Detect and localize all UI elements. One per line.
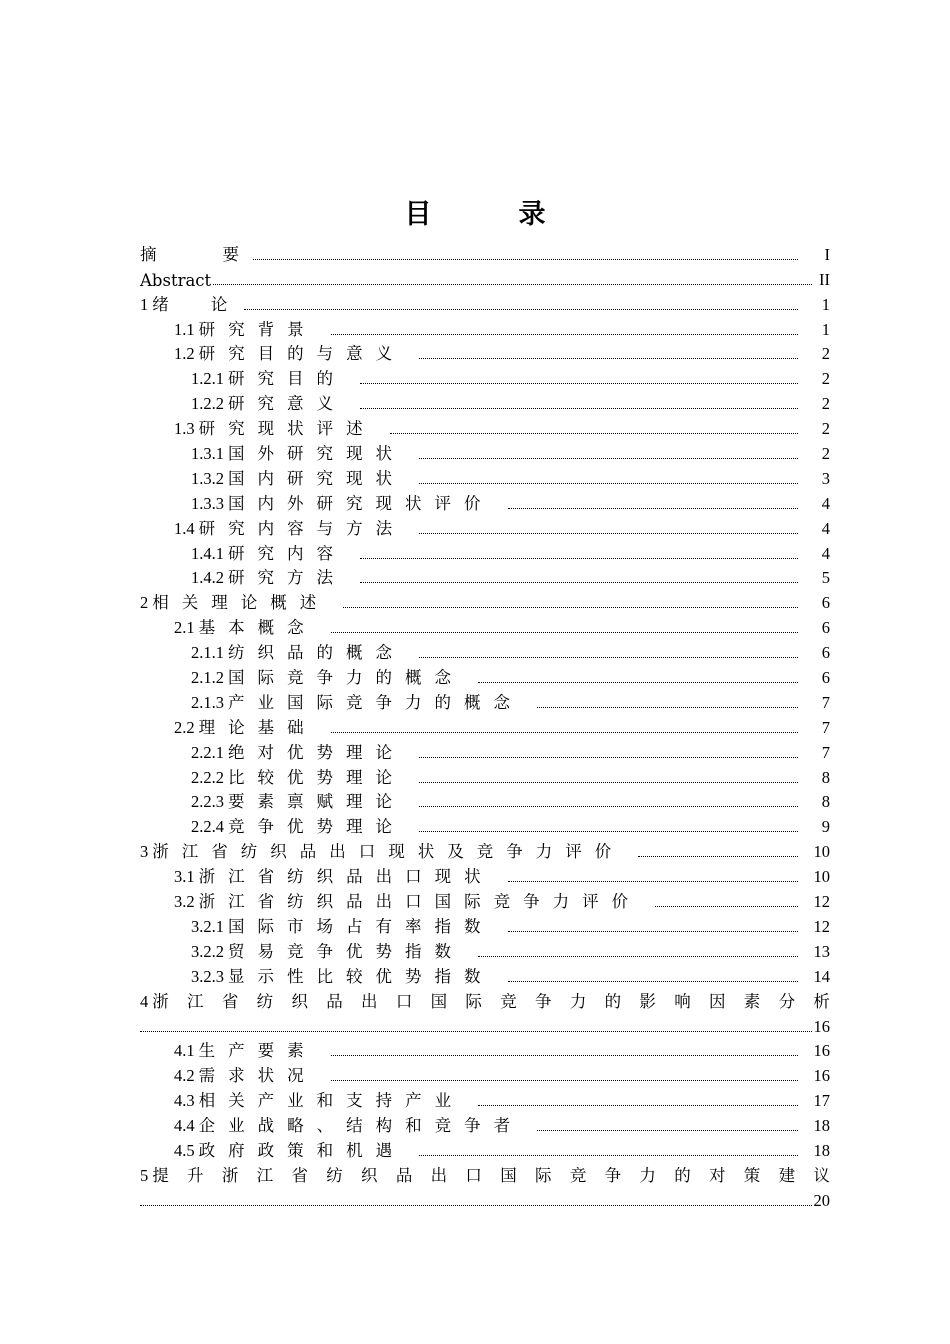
toc-entry-title: 纺织品的概念 xyxy=(228,643,405,663)
toc-entry-page: 4 xyxy=(821,493,830,513)
toc-entry-title: 需求状况 xyxy=(198,1066,317,1086)
toc-entry-page: 7 xyxy=(821,717,830,737)
toc-entry-number: 2.1.3 xyxy=(191,692,224,712)
toc-entry-number: 2.2 xyxy=(174,717,195,737)
toc-entry[interactable] xyxy=(140,315,830,340)
toc-entry-title: 基本概念 xyxy=(198,618,317,638)
toc-entry[interactable] xyxy=(140,663,830,688)
toc-entry-page: 2 xyxy=(821,344,830,364)
toc-entry-number: 1.3 xyxy=(174,419,195,439)
toc-entry-number: 4.5 xyxy=(174,1140,195,1160)
toc-title: 目 录 xyxy=(404,199,576,230)
toc-entry-title: 研究目的 xyxy=(228,369,346,389)
toc-entry-number: 1.4 xyxy=(174,518,195,538)
toc-entry[interactable] xyxy=(140,588,830,613)
toc-dot-leader xyxy=(478,1105,798,1106)
toc-entry[interactable] xyxy=(140,763,830,788)
toc-dot-leader xyxy=(140,1205,812,1206)
toc-entry-number: 2.2.1 xyxy=(191,742,224,762)
toc-entry[interactable] xyxy=(140,539,830,564)
toc-entry-number: 2.1 xyxy=(174,618,195,638)
toc-entry[interactable] xyxy=(140,788,830,813)
toc-entry-page: 6 xyxy=(821,618,830,638)
toc-dot-leader xyxy=(537,1130,798,1131)
toc-entry[interactable] xyxy=(140,812,830,837)
toc-entry-number: 5 xyxy=(140,1165,149,1185)
toc-dot-leader xyxy=(331,334,798,335)
toc-entry[interactable] xyxy=(140,1136,830,1161)
toc-entry[interactable] xyxy=(140,290,830,315)
toc-entry-title: 政府政策和机遇 xyxy=(198,1140,406,1160)
toc-entry-title: 产业国际竞争力的概念 xyxy=(228,692,523,712)
toc-entry[interactable] xyxy=(140,439,830,464)
toc-dot-leader xyxy=(360,558,798,559)
toc-entry[interactable] xyxy=(140,987,830,1012)
toc-entry[interactable] xyxy=(140,240,830,265)
toc-dot-leader xyxy=(508,508,799,509)
toc-entry-title: 研究内容 xyxy=(228,543,346,563)
toc-entry-number: 1 xyxy=(140,294,149,314)
toc-entry-number: 3.2 xyxy=(174,892,195,912)
toc-entry-number: 1.4.2 xyxy=(191,568,224,588)
toc-entry[interactable] xyxy=(140,738,830,763)
toc-entry-title: 生产要素 xyxy=(198,1041,317,1061)
toc-entry-number: 3 xyxy=(140,842,149,862)
toc-entry[interactable] xyxy=(140,713,830,738)
toc-entry-title: 研究背景 xyxy=(198,319,317,339)
toc-entry-number: 2.2.2 xyxy=(191,767,224,787)
toc-entry-page: 6 xyxy=(821,593,830,613)
toc-entry-page: 5 xyxy=(821,568,830,588)
toc-entry-title: 国际竞争力的概念 xyxy=(228,668,464,688)
toc-dot-leader xyxy=(419,782,798,783)
toc-entry-title: 绪 论 xyxy=(152,294,231,314)
toc-entry-page: 18 xyxy=(813,1140,830,1160)
toc-dot-leader xyxy=(343,607,798,608)
toc-entry-title: 企业战略、结构和竞争者 xyxy=(198,1116,524,1136)
toc-dot-leader xyxy=(655,906,798,907)
toc-entry-page: 12 xyxy=(813,892,830,912)
toc-entry-number: 3.2.2 xyxy=(191,941,224,961)
toc-entry-title: 国内研究现状 xyxy=(228,468,405,488)
toc-entry-title: 要素禀赋理论 xyxy=(228,792,405,812)
toc-entry[interactable] xyxy=(140,265,830,290)
toc-entry-page: 10 xyxy=(813,867,830,887)
toc-entry[interactable] xyxy=(140,1186,830,1211)
toc-entry-page: 2 xyxy=(821,369,830,389)
toc-dot-leader xyxy=(419,483,798,484)
toc-entry-title: 理论基础 xyxy=(198,717,317,737)
toc-entry[interactable] xyxy=(140,489,830,514)
toc-entry-title: 研究目的与意义 xyxy=(198,344,406,364)
toc-entry-page: I xyxy=(824,244,830,264)
toc-entry-page: 8 xyxy=(821,767,830,787)
toc-dot-leader xyxy=(419,1155,798,1156)
toc-dot-leader xyxy=(419,458,798,459)
toc-entry-number: 1.2 xyxy=(174,344,195,364)
toc-dot-leader xyxy=(638,856,798,857)
toc-entry[interactable] xyxy=(140,962,830,987)
toc-dot-leader xyxy=(140,1031,812,1032)
toc-entry[interactable] xyxy=(140,613,830,638)
toc-dot-leader xyxy=(213,284,812,285)
toc-entry-number: 2.2.4 xyxy=(191,817,224,837)
toc-entry-page: 3 xyxy=(821,468,830,488)
toc-entry-page: 1 xyxy=(821,294,830,314)
toc-entry-title: 浙 江 省 纺 织 品 出 口 国 际 竞 争 力 的 影 响 因 素 分 析 xyxy=(152,991,830,1011)
toc-entry-title: 比较优势理论 xyxy=(228,767,405,787)
toc-entry-page: 17 xyxy=(813,1091,830,1111)
toc-entry-page: 16 xyxy=(813,1016,830,1036)
toc-entry-number: 1.3.2 xyxy=(191,468,224,488)
toc-entry-number: 1.3.1 xyxy=(191,444,224,464)
toc-dot-leader xyxy=(419,657,798,658)
toc-entry[interactable] xyxy=(140,688,830,713)
toc-entry[interactable] xyxy=(140,912,830,937)
toc-entry-number: 3.2.3 xyxy=(191,966,224,986)
toc-entry[interactable] xyxy=(140,1037,830,1062)
toc-dot-leader xyxy=(537,707,798,708)
toc-dot-leader xyxy=(419,757,798,758)
toc-entry-title: 贸易竞争优势指数 xyxy=(228,941,464,961)
toc-entry-page: 8 xyxy=(821,792,830,812)
toc-entry-page: 14 xyxy=(813,966,830,986)
toc-entry-title: 相关产业和支持产业 xyxy=(198,1091,465,1111)
toc-entry[interactable] xyxy=(140,1012,830,1037)
toc-entry-title: 绝对优势理论 xyxy=(228,742,405,762)
toc-entry-number: 2 xyxy=(140,593,149,613)
toc-entry[interactable] xyxy=(140,638,830,663)
toc-entry[interactable] xyxy=(140,837,830,862)
toc-entry[interactable] xyxy=(140,1111,830,1136)
toc-dot-leader xyxy=(244,309,798,310)
toc-entry-page: 2 xyxy=(821,394,830,414)
toc-dot-leader xyxy=(331,632,798,633)
toc-entry-number: 1.2.2 xyxy=(191,394,224,414)
toc-dot-leader xyxy=(508,931,799,932)
toc-entry-number: 2.2.3 xyxy=(191,792,224,812)
toc-entry-page: II xyxy=(819,269,830,289)
toc-entry[interactable] xyxy=(140,414,830,439)
toc-entry-title: 提 升 浙 江 省 纺 织 品 出 口 国 际 竞 争 力 的 对 策 建 议 xyxy=(152,1165,830,1185)
toc-entry-title: 竞争优势理论 xyxy=(228,817,405,837)
toc-entry-number: 1.2.1 xyxy=(191,369,224,389)
toc-entry[interactable] xyxy=(140,340,830,365)
toc-entry-title: 国外研究现状 xyxy=(228,444,405,464)
toc-entry-page: 6 xyxy=(821,668,830,688)
toc-entry-page: 9 xyxy=(821,817,830,837)
toc-entry-number: 4.1 xyxy=(174,1041,195,1061)
toc-dot-leader xyxy=(419,533,798,534)
toc-entry[interactable] xyxy=(140,564,830,589)
toc-entry-number: 1.1 xyxy=(174,319,195,339)
toc-entry-number: 2.1.1 xyxy=(191,643,224,663)
toc-dot-leader xyxy=(331,732,798,733)
toc-dot-leader xyxy=(508,881,798,882)
toc-entry[interactable] xyxy=(140,1161,830,1186)
toc-entry-title: 浙江省纺织品出口国际竞争力评价 xyxy=(198,892,642,912)
toc-entry[interactable] xyxy=(140,937,830,962)
toc-entry-number: 3.1 xyxy=(174,867,195,887)
toc-entry-number: 1.3.3 xyxy=(191,493,224,513)
toc-entry[interactable] xyxy=(140,1086,830,1111)
toc-entry-page: 16 xyxy=(813,1066,830,1086)
toc-entry-page: 2 xyxy=(821,444,830,464)
toc-dot-leader xyxy=(478,682,798,683)
toc-entry-title: 摘 要 xyxy=(140,244,239,264)
toc-entry-page: 16 xyxy=(813,1041,830,1061)
toc-entry[interactable] xyxy=(140,887,830,912)
toc-entry-number: 4.4 xyxy=(174,1116,195,1136)
toc-entry-title: 显示性比较优势指数 xyxy=(228,966,494,986)
toc-entry-page: 7 xyxy=(821,692,830,712)
toc-entry-page: 18 xyxy=(813,1116,830,1136)
toc-entry-number: 1.4.1 xyxy=(191,543,224,563)
toc-dot-leader xyxy=(419,358,798,359)
toc-entry[interactable] xyxy=(140,1061,830,1086)
toc-entry-title: 研究现状评述 xyxy=(198,419,376,439)
toc-dot-leader xyxy=(331,1055,798,1056)
toc-entry-number: 4.2 xyxy=(174,1066,195,1086)
toc-dot-leader xyxy=(478,956,798,957)
toc-entry[interactable] xyxy=(140,514,830,539)
toc-dot-leader xyxy=(253,259,798,260)
toc-entry-page: 1 xyxy=(821,319,830,339)
toc-entry-page: 10 xyxy=(813,842,830,862)
table-of-contents xyxy=(140,240,830,1211)
toc-dot-leader xyxy=(331,1080,798,1081)
toc-entry-title: 研究内容与方法 xyxy=(198,518,406,538)
toc-entry-number: 4 xyxy=(140,991,149,1011)
toc-entry-title: 国际市场占有率指数 xyxy=(228,916,494,936)
toc-entry-title: 国内外研究现状评价 xyxy=(228,493,494,513)
toc-entry-number: 4.3 xyxy=(174,1091,195,1111)
toc-entry-page: 7 xyxy=(821,742,830,762)
toc-dot-leader xyxy=(360,582,798,583)
toc-entry[interactable] xyxy=(140,862,830,887)
toc-dot-leader xyxy=(360,408,798,409)
toc-entry-title: 浙江省纺织品出口现状 xyxy=(198,867,494,887)
toc-dot-leader xyxy=(419,831,798,832)
toc-entry-page: 6 xyxy=(821,643,830,663)
toc-entry-page: 2 xyxy=(821,419,830,439)
toc-entry[interactable] xyxy=(140,389,830,414)
toc-entry-title: 研究方法 xyxy=(228,568,346,588)
toc-entry-page: 4 xyxy=(821,518,830,538)
toc-entry-number: 3.2.1 xyxy=(191,916,224,936)
toc-entry[interactable] xyxy=(140,364,830,389)
toc-dot-leader xyxy=(390,433,798,434)
toc-entry-page: 12 xyxy=(813,916,830,936)
toc-entry-page: 4 xyxy=(821,543,830,563)
toc-entry-title: 相关理论概述 xyxy=(152,593,330,613)
toc-entry[interactable] xyxy=(140,464,830,489)
toc-entry-title: Abstract xyxy=(140,270,212,290)
toc-dot-leader xyxy=(419,806,798,807)
toc-entry-title: 浙江省纺织品出口现状及竞争力评价 xyxy=(152,842,625,862)
toc-entry-page: 20 xyxy=(813,1190,830,1210)
toc-dot-leader xyxy=(508,981,799,982)
toc-dot-leader xyxy=(360,383,798,384)
toc-entry-title: 研究意义 xyxy=(228,394,346,414)
toc-entry-page: 13 xyxy=(813,941,830,961)
toc-entry-number: 2.1.2 xyxy=(191,668,224,688)
